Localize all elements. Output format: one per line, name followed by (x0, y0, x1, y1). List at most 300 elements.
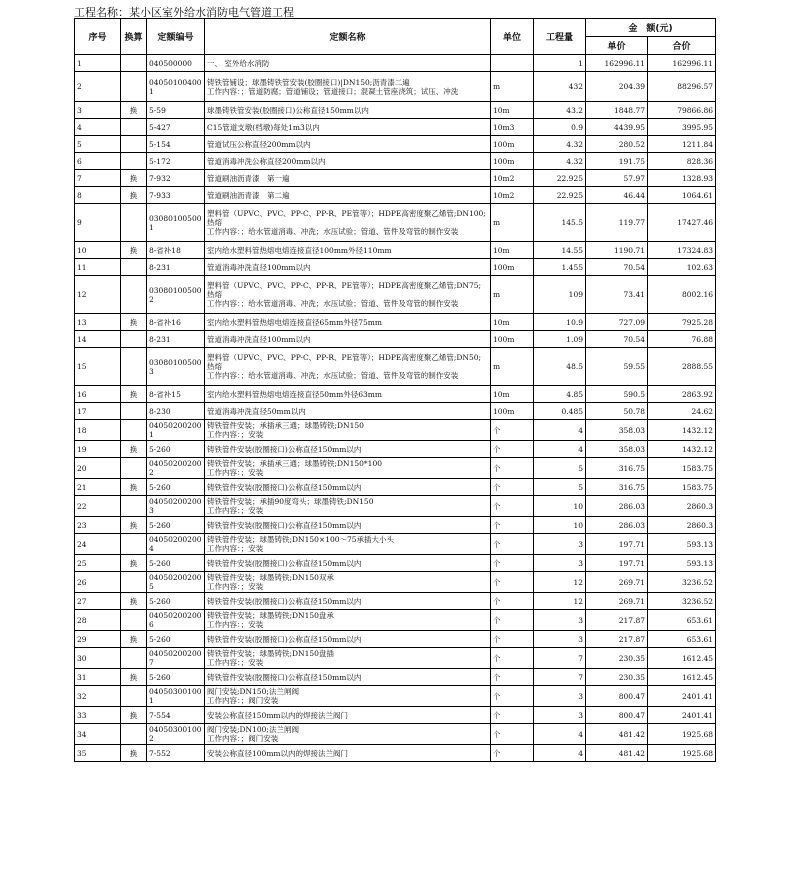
cell-quota-code: 04050100400 1 (147, 72, 205, 102)
table-row (75, 496, 716, 517)
cell-conversion (121, 610, 147, 631)
cell-seq: 15 (75, 348, 121, 386)
cell-quota-name: 管道消毒冲洗直径100mm以内 (205, 331, 491, 348)
cell-quantity: 0.9 (534, 119, 586, 136)
cell-unit-price: 191.75 (586, 153, 648, 170)
cell-quota-name: 安装公称直径150mm以内的焊接法兰阀门 (205, 707, 491, 724)
cell-unit: 个 (491, 745, 534, 762)
cell-conversion (121, 259, 147, 276)
cell-quantity: 4.85 (534, 386, 586, 403)
header-total-price: 合价 (648, 37, 716, 55)
table-row (75, 610, 716, 631)
quota-table (74, 18, 716, 762)
cell-unit: 100m (491, 136, 534, 153)
cell-quantity: 1 (534, 55, 586, 72)
cell-unit: 100m (491, 153, 534, 170)
cell-total-price: 1211.84 (648, 136, 716, 153)
cell-quantity: 22.925 (534, 187, 586, 204)
cell-quota-name: 阀门安装;DN150;法兰闸阀 工作内容：；阀门安装 (205, 686, 491, 707)
cell-unit-price: 119.77 (586, 204, 648, 242)
table-row (75, 331, 716, 348)
cell-total-price: 593.13 (648, 534, 716, 555)
cell-unit: 个 (491, 648, 534, 669)
cell-quantity: 10.9 (534, 314, 586, 331)
table-row (75, 259, 716, 276)
cell-total-price: 2860.3 (648, 496, 716, 517)
cell-quota-code: 5-427 (147, 119, 205, 136)
cell-seq: 6 (75, 153, 121, 170)
cell-quota-name: 一、 室外给水消防 (205, 55, 491, 72)
cell-unit-price: 70.54 (586, 331, 648, 348)
table-row (75, 631, 716, 648)
cell-quota-name: 铸铁管件安装(胶圈接口)公称直径150mm以内 (205, 555, 491, 572)
cell-unit: 个 (491, 572, 534, 593)
cell-total-price: 3995.95 (648, 119, 716, 136)
table-row (75, 669, 716, 686)
cell-total-price: 17427.46 (648, 204, 716, 242)
cell-quota-name: 铸铁管件安装(胶圈接口)公称直径150mm以内 (205, 669, 491, 686)
cell-quantity: 4 (534, 420, 586, 441)
cell-quantity: 4 (534, 724, 586, 745)
cell-quantity: 43.2 (534, 102, 586, 119)
cell-unit-price: 46.44 (586, 187, 648, 204)
cell-quota-code: 5-260 (147, 441, 205, 458)
header-quota-name: 定额名称 (205, 19, 491, 55)
cell-unit: m (491, 204, 534, 242)
table-row (75, 534, 716, 555)
cell-quantity: 5 (534, 479, 586, 496)
table-body (75, 55, 716, 762)
cell-quota-name: 铸铁管铺设；球墨铸铁管安装(胶圈接口)|DN150;沥青漆二遍 工作内容：；管道防腐；管道铺设；管道接口；混凝土管座浇筑；试压、冲洗 (205, 72, 491, 102)
cell-unit: 个 (491, 631, 534, 648)
cell-unit: 个 (491, 441, 534, 458)
header-quota-code: 定额编号 (147, 19, 205, 55)
table-row (75, 420, 716, 441)
cell-conversion (121, 420, 147, 441)
cell-conversion: 换 (121, 745, 147, 762)
cell-quota-code: 040500000 (147, 55, 205, 72)
cell-unit: 10m (491, 242, 534, 259)
cell-quota-name: 室内给水塑料管热熔电熔连接直径100mm外径110mm (205, 242, 491, 259)
cell-quota-code: 8-省补18 (147, 242, 205, 259)
cell-quantity: 1.09 (534, 331, 586, 348)
cell-total-price: 2863.92 (648, 386, 716, 403)
cell-quota-name: 球墨铸铁管安装(胶圈接口)公称直径150mm以内 (205, 102, 491, 119)
cell-quota-name: 铸铁管件安装；球墨铸铁;DN150×100～75承插大小头 工作内容：；安装 (205, 534, 491, 555)
cell-conversion (121, 136, 147, 153)
cell-total-price: 3236.52 (648, 593, 716, 610)
cell-unit-price: 197.71 (586, 534, 648, 555)
cell-quota-name: 安装公称直径100mm以内的焊接法兰阀门 (205, 745, 491, 762)
cell-quantity: 5 (534, 458, 586, 479)
cell-unit-price: 481.42 (586, 724, 648, 745)
cell-seq: 28 (75, 610, 121, 631)
cell-total-price: 593.13 (648, 555, 716, 572)
cell-total-price: 79866.86 (648, 102, 716, 119)
cell-unit: 个 (491, 707, 534, 724)
cell-unit-price: 70.54 (586, 259, 648, 276)
cell-quota-code: 5-260 (147, 593, 205, 610)
cell-conversion (121, 686, 147, 707)
cell-seq: 16 (75, 386, 121, 403)
cell-seq: 23 (75, 517, 121, 534)
cell-quota-name: 铸铁管件安装(胶圈接口)公称直径150mm以内 (205, 479, 491, 496)
cell-quota-name: 塑料管（UPVC、PVC、PP-C、PP-R、PE管等）；HDPE高密度聚乙烯管;DN100;热熔 工作内容：；给水管道消毒、冲洗；水压试验；管道、管件及弯管的制作安装 (205, 204, 491, 242)
cell-quantity: 4.32 (534, 153, 586, 170)
cell-quota-name: 管道消毒冲洗直径50mm以内 (205, 403, 491, 420)
header-amount: 金 额(元) (586, 19, 716, 37)
cell-quantity: 14.55 (534, 242, 586, 259)
cell-quota-name: 室内给水塑料管热熔电熔连接直径65mm外径75mm (205, 314, 491, 331)
cell-quota-code: 04050300100 2 (147, 724, 205, 745)
cell-unit-price: 57.97 (586, 170, 648, 187)
cell-quota-code: 8-省补16 (147, 314, 205, 331)
cell-quota-code: 04050300100 1 (147, 686, 205, 707)
table-row (75, 724, 716, 745)
cell-quota-name: 管道刷油沥青漆 第一遍 (205, 170, 491, 187)
cell-conversion (121, 648, 147, 669)
cell-unit-price: 358.03 (586, 441, 648, 458)
cell-unit-price: 286.03 (586, 517, 648, 534)
project-title: 工程名称：某小区室外给水消防电气管道工程 (74, 6, 294, 19)
cell-quantity: 0.485 (534, 403, 586, 420)
cell-unit: 10m (491, 386, 534, 403)
cell-quota-code: 8-省补15 (147, 386, 205, 403)
cell-quantity: 4 (534, 745, 586, 762)
cell-unit: m (491, 276, 534, 314)
cell-quota-name: 铸铁管件安装；承插90度弯头；球墨铸铁;DN150 工作内容：；安装 (205, 496, 491, 517)
cell-unit-price: 230.35 (586, 648, 648, 669)
cell-total-price: 1328.93 (648, 170, 716, 187)
cell-unit: m (491, 348, 534, 386)
cell-conversion: 换 (121, 669, 147, 686)
cell-conversion (121, 534, 147, 555)
cell-quota-code: 5-260 (147, 479, 205, 496)
table-row (75, 479, 716, 496)
table-row (75, 686, 716, 707)
cell-seq: 27 (75, 593, 121, 610)
cell-total-price: 1432.12 (648, 420, 716, 441)
cell-seq: 19 (75, 441, 121, 458)
cell-conversion (121, 403, 147, 420)
cell-total-price: 2860.3 (648, 517, 716, 534)
cell-seq: 10 (75, 242, 121, 259)
cell-unit-price: 280.52 (586, 136, 648, 153)
cell-quota-name: 铸铁管件安装(胶圈接口)公称直径150mm以内 (205, 517, 491, 534)
cell-unit: 10m2 (491, 170, 534, 187)
cell-unit-price: 800.47 (586, 707, 648, 724)
cell-total-price: 1612.45 (648, 648, 716, 669)
cell-quota-name: 铸铁管件安装；承插承三通；球墨铸铁;DN150*100 工作内容：；安装 (205, 458, 491, 479)
table-row (75, 555, 716, 572)
cell-conversion: 换 (121, 441, 147, 458)
table-row (75, 170, 716, 187)
cell-quota-name: 管道消毒冲洗公称直径200mm以内 (205, 153, 491, 170)
cell-total-price: 24.62 (648, 403, 716, 420)
cell-quantity: 1.455 (534, 259, 586, 276)
cell-seq: 8 (75, 187, 121, 204)
cell-conversion: 换 (121, 479, 147, 496)
cell-seq: 20 (75, 458, 121, 479)
cell-total-price: 1583.75 (648, 479, 716, 496)
cell-quota-code: 8-231 (147, 259, 205, 276)
cell-total-price: 17324.83 (648, 242, 716, 259)
cell-conversion (121, 331, 147, 348)
cell-unit: 10m3 (491, 119, 534, 136)
table-row (75, 119, 716, 136)
table-row (75, 153, 716, 170)
cell-total-price: 1925.68 (648, 745, 716, 762)
cell-unit-price: 358.03 (586, 420, 648, 441)
cell-quota-name: 管道刷油沥青漆 第二遍 (205, 187, 491, 204)
cell-quantity: 3 (534, 686, 586, 707)
cell-unit: m (491, 72, 534, 102)
cell-total-price: 162996.11 (648, 55, 716, 72)
cell-unit-price: 204.39 (586, 72, 648, 102)
cell-seq: 11 (75, 259, 121, 276)
cell-seq: 30 (75, 648, 121, 669)
table-row (75, 348, 716, 386)
cell-total-price: 1583.75 (648, 458, 716, 479)
cell-quota-code: 5-260 (147, 631, 205, 648)
cell-total-price: 1925.68 (648, 724, 716, 745)
cell-quantity: 3 (534, 610, 586, 631)
cell-conversion: 换 (121, 170, 147, 187)
cell-quota-code: 03080100500 3 (147, 348, 205, 386)
cell-seq: 14 (75, 331, 121, 348)
cell-unit-price: 286.03 (586, 496, 648, 517)
cell-unit-price: 481.42 (586, 745, 648, 762)
cell-quota-name: 室内给水塑料管热熔电熔连接直径50mm外径63mm (205, 386, 491, 403)
cell-quantity: 22.925 (534, 170, 586, 187)
cell-conversion: 换 (121, 314, 147, 331)
cell-quota-code: 5-260 (147, 517, 205, 534)
cell-unit: 100m (491, 331, 534, 348)
table-row (75, 314, 716, 331)
cell-quota-code: 5-260 (147, 669, 205, 686)
cell-quota-code: 04050200200 6 (147, 610, 205, 631)
cell-quantity: 109 (534, 276, 586, 314)
cell-unit-price: 316.75 (586, 458, 648, 479)
cell-conversion: 换 (121, 386, 147, 403)
cell-quota-name: 铸铁管件安装；球墨铸铁;DN150盘插 工作内容：；安装 (205, 648, 491, 669)
cell-total-price: 1432.12 (648, 441, 716, 458)
cell-unit-price: 217.87 (586, 631, 648, 648)
cell-quota-name: 铸铁管件安装；承插承三通；球墨铸铁;DN150 工作内容：；安装 (205, 420, 491, 441)
cell-unit: 个 (491, 534, 534, 555)
cell-seq: 22 (75, 496, 121, 517)
cell-quota-code: 8-230 (147, 403, 205, 420)
table-row (75, 517, 716, 534)
cell-conversion: 换 (121, 593, 147, 610)
cell-seq: 13 (75, 314, 121, 331)
cell-quota-name: 管道消毒冲洗直径100mm以内 (205, 259, 491, 276)
cell-seq: 3 (75, 102, 121, 119)
table-row (75, 707, 716, 724)
cell-unit-price: 269.71 (586, 593, 648, 610)
cell-quantity: 48.5 (534, 348, 586, 386)
cell-conversion: 换 (121, 631, 147, 648)
cell-unit-price: 4439.95 (586, 119, 648, 136)
cell-unit: 个 (491, 420, 534, 441)
cell-conversion (121, 276, 147, 314)
cell-conversion (121, 153, 147, 170)
cell-unit-price: 162996.11 (586, 55, 648, 72)
cell-conversion: 换 (121, 242, 147, 259)
table-row (75, 55, 716, 72)
cell-quantity: 432 (534, 72, 586, 102)
cell-quantity: 12 (534, 572, 586, 593)
cell-total-price: 2401.41 (648, 707, 716, 724)
header-unit: 单位 (491, 19, 534, 55)
cell-unit: 个 (491, 496, 534, 517)
cell-seq: 32 (75, 686, 121, 707)
table-row (75, 572, 716, 593)
cell-quota-code: 04050200200 1 (147, 420, 205, 441)
cell-quota-name: 塑料管（UPVC、PVC、PP-C、PP-R、PE管等）；HDPE高密度聚乙烯管;DN50;热熔 工作内容：；给水管道消毒、冲洗；水压试验；管道、管件及弯管的制作安装 (205, 348, 491, 386)
cell-quota-name: C15管道支墩(档墩)每处1m3以内 (205, 119, 491, 136)
table-row (75, 648, 716, 669)
cell-unit-price: 50.78 (586, 403, 648, 420)
cell-quota-code: 7-932 (147, 170, 205, 187)
cell-quota-name: 铸铁管件安装(胶圈接口)公称直径150mm以内 (205, 441, 491, 458)
cell-total-price: 88296.57 (648, 72, 716, 102)
table-row (75, 102, 716, 119)
cell-quota-name: 阀门安装;DN100;法兰闸阀 工作内容：；阀门安装 (205, 724, 491, 745)
cell-total-price: 76.88 (648, 331, 716, 348)
cell-quota-code: 04050200200 3 (147, 496, 205, 517)
cell-seq: 29 (75, 631, 121, 648)
cell-unit-price: 217.87 (586, 610, 648, 631)
cell-quantity: 7 (534, 669, 586, 686)
cell-quota-code: 8-231 (147, 331, 205, 348)
cell-unit: 个 (491, 686, 534, 707)
table-row (75, 204, 716, 242)
cell-seq: 21 (75, 479, 121, 496)
cell-quantity: 3 (534, 707, 586, 724)
cell-quantity: 4 (534, 441, 586, 458)
cell-conversion (121, 55, 147, 72)
cell-unit-price: 1848.77 (586, 102, 648, 119)
cell-quantity: 4.32 (534, 136, 586, 153)
cell-unit (491, 55, 534, 72)
cell-unit-price: 59.55 (586, 348, 648, 386)
cell-quantity: 12 (534, 593, 586, 610)
cell-quota-code: 5-172 (147, 153, 205, 170)
cell-unit: 个 (491, 724, 534, 745)
header-unit-price: 单价 (586, 37, 648, 55)
cell-quota-code: 7-933 (147, 187, 205, 204)
cell-conversion (121, 348, 147, 386)
cell-quota-name: 铸铁管件安装(胶圈接口)公称直径150mm以内 (205, 631, 491, 648)
cell-seq: 17 (75, 403, 121, 420)
table-row (75, 458, 716, 479)
cell-seq: 33 (75, 707, 121, 724)
cell-unit: 10m (491, 314, 534, 331)
cell-seq: 4 (75, 119, 121, 136)
cell-unit: 个 (491, 517, 534, 534)
cell-conversion: 换 (121, 187, 147, 204)
cell-quota-code: 7-554 (147, 707, 205, 724)
cell-unit-price: 230.35 (586, 669, 648, 686)
table-row (75, 72, 716, 102)
cell-seq: 24 (75, 534, 121, 555)
cell-total-price: 102.63 (648, 259, 716, 276)
cell-quota-code: 7-552 (147, 745, 205, 762)
cell-quantity: 7 (534, 648, 586, 669)
header-quantity: 工程量 (534, 19, 586, 55)
cell-seq: 26 (75, 572, 121, 593)
cell-quota-name: 铸铁管件安装(胶圈接口)公称直径150mm以内 (205, 593, 491, 610)
cell-total-price: 828.36 (648, 153, 716, 170)
table-row (75, 441, 716, 458)
cell-unit: 个 (491, 479, 534, 496)
cell-quota-code: 03080100500 2 (147, 276, 205, 314)
cell-total-price: 653.61 (648, 610, 716, 631)
cell-quota-name: 塑料管（UPVC、PVC、PP-C、PP-R、PE管等）；HDPE高密度聚乙烯管;DN75;热熔 工作内容：；给水管道消毒、冲洗；水压试验；管道、管件及弯管的制作安装 (205, 276, 491, 314)
table-row (75, 136, 716, 153)
cell-quota-name: 管道试压公称直径200mm以内 (205, 136, 491, 153)
table-row (75, 187, 716, 204)
cell-quantity: 3 (534, 555, 586, 572)
cell-total-price: 1064.61 (648, 187, 716, 204)
cell-total-price: 7925.28 (648, 314, 716, 331)
cell-unit-price: 590.5 (586, 386, 648, 403)
table-row (75, 745, 716, 762)
cell-seq: 31 (75, 669, 121, 686)
table-row (75, 276, 716, 314)
cell-seq: 5 (75, 136, 121, 153)
cell-unit-price: 316.75 (586, 479, 648, 496)
cell-total-price: 8002.16 (648, 276, 716, 314)
cell-quota-code: 04050200200 4 (147, 534, 205, 555)
cell-total-price: 2401.41 (648, 686, 716, 707)
cell-conversion: 换 (121, 517, 147, 534)
cell-quota-code: 04050200200 2 (147, 458, 205, 479)
cell-conversion (121, 72, 147, 102)
cell-unit-price: 727.09 (586, 314, 648, 331)
cell-seq: 35 (75, 745, 121, 762)
cell-unit: 10m2 (491, 187, 534, 204)
cell-quantity: 3 (534, 534, 586, 555)
cell-unit: 个 (491, 593, 534, 610)
cell-unit: 个 (491, 555, 534, 572)
cell-total-price: 3236.52 (648, 572, 716, 593)
cell-quantity: 145.5 (534, 204, 586, 242)
header-seq: 序号 (75, 19, 121, 55)
cell-unit-price: 269.71 (586, 572, 648, 593)
cell-total-price: 1612.45 (648, 669, 716, 686)
cell-unit: 100m (491, 259, 534, 276)
cell-unit-price: 800.47 (586, 686, 648, 707)
table-row (75, 593, 716, 610)
table-row (75, 242, 716, 259)
cell-seq: 12 (75, 276, 121, 314)
cell-total-price: 653.61 (648, 631, 716, 648)
cell-seq: 9 (75, 204, 121, 242)
cell-conversion (121, 458, 147, 479)
table-row (75, 386, 716, 403)
cell-conversion (121, 724, 147, 745)
cell-conversion: 换 (121, 555, 147, 572)
cell-quota-code: 5-260 (147, 555, 205, 572)
cell-quota-code: 5-154 (147, 136, 205, 153)
cell-unit-price: 1190.71 (586, 242, 648, 259)
cell-unit: 10m (491, 102, 534, 119)
cell-unit: 个 (491, 610, 534, 631)
cell-conversion (121, 119, 147, 136)
cell-quota-name: 铸铁管件安装；球墨铸铁;DN150双承 工作内容：；安装 (205, 572, 491, 593)
